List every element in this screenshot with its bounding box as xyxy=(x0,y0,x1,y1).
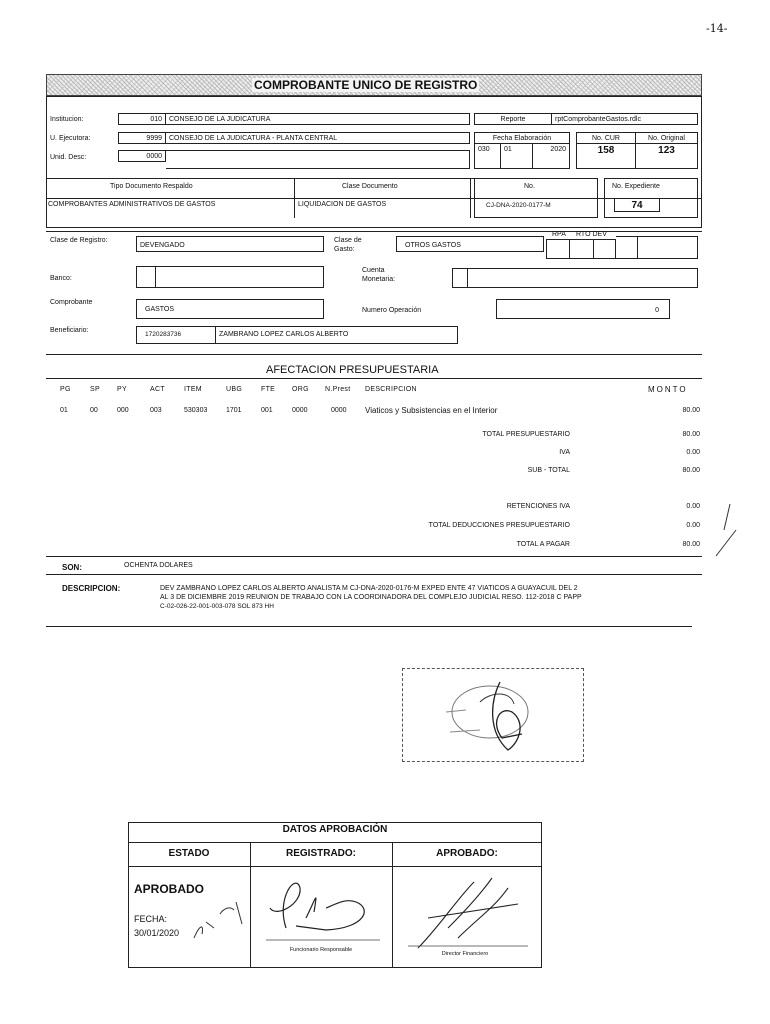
subtotal-value: 80.00 xyxy=(682,467,700,474)
expediente-value: 74 xyxy=(614,198,660,212)
clase-registro-label: Clase de Registro: xyxy=(50,237,108,244)
row-item: 530303 xyxy=(184,407,208,414)
divider xyxy=(392,842,393,968)
banco-label: Banco: xyxy=(50,275,72,282)
son-label: SON: xyxy=(62,563,82,572)
col-ubg: UBG xyxy=(226,386,243,393)
ejecutora-code: 9999 xyxy=(118,132,166,144)
no-doc-value: CJ-DNA-2020-0177-M xyxy=(486,202,551,209)
section-divider xyxy=(46,354,702,355)
no-doc-label: No. xyxy=(524,183,535,190)
desc-code: 0000 xyxy=(118,150,166,162)
col-estado: ESTADO xyxy=(168,848,210,859)
total-deducciones-label: TOTAL DEDUCCIONES PRESUPUESTARIO xyxy=(428,522,570,529)
clase-doc-label: Clase Documento xyxy=(342,183,398,190)
col-pg: PG xyxy=(60,386,71,393)
rto-label: RTO DEV xyxy=(576,231,607,238)
desc-label: Unid. Desc: xyxy=(50,154,87,161)
institucion-label: Institucion: xyxy=(50,116,84,123)
cur-value: 158 xyxy=(576,144,636,169)
rto-box-2 xyxy=(594,239,616,259)
ejecutora-label: U. Ejecutora: xyxy=(50,135,91,142)
registrado-signature-icon xyxy=(256,868,386,948)
retenciones-iva-value: 0.00 xyxy=(686,503,700,510)
stamp-signature-icon xyxy=(430,672,560,760)
operacion-label: Numero Operación xyxy=(362,307,422,314)
section-divider xyxy=(46,626,692,627)
row-sp: 00 xyxy=(90,407,98,414)
col-sp: SP xyxy=(90,386,100,393)
rpa-label: RPA xyxy=(552,231,566,238)
signature-caption-aprobado: Director Financiero xyxy=(441,951,489,957)
divider xyxy=(46,178,476,179)
check-mark-icon xyxy=(700,500,740,560)
cur-label: No. CUR xyxy=(576,132,636,144)
rto-box-1 xyxy=(570,239,594,259)
desc-name xyxy=(166,150,470,169)
fecha-elab-year: 2020 xyxy=(533,144,570,169)
signature-caption-registrado: Funcionario Responsable xyxy=(289,947,353,953)
clase-registro-value: DEVENGADO xyxy=(136,236,324,252)
descripcion-line-2: AL 3 DE DICIEMBRE 2019 REUNION DE TRABAJO CON LA COORDINADORA DEL COMPLEJO JUDICIAL RESO. 112-2018 C PAPP xyxy=(160,594,582,601)
page-title: COMPROBANTE UNICO DE REGISTRO xyxy=(254,78,478,92)
section-divider xyxy=(46,574,702,575)
col-py: PY xyxy=(117,386,127,393)
comprobante-label: Comprobante xyxy=(50,299,93,306)
cuenta-value xyxy=(468,268,698,288)
col-org: ORG xyxy=(292,386,309,393)
total-presupuestario-label: TOTAL PRESUPUESTARIO xyxy=(482,431,570,438)
cuenta-code xyxy=(452,268,468,288)
fecha-elab-day: 030 xyxy=(474,144,501,169)
estado-value: APROBADO xyxy=(134,882,205,896)
beneficiario-name: ZAMBRANO LOPEZ CARLOS ALBERTO xyxy=(216,326,458,344)
tipo-doc-value: COMPROBANTES ADMINISTRATIVOS DE GASTOS xyxy=(48,201,216,208)
beneficiario-id: 1720283736 xyxy=(136,326,216,344)
approval-title: DATOS APROBACIÓN xyxy=(282,824,388,835)
row-fte: 001 xyxy=(261,407,273,414)
col-act: ACT xyxy=(150,386,165,393)
col-aprobado: APROBADO: xyxy=(436,848,498,859)
iva-label: IVA xyxy=(559,449,570,456)
row-py: 000 xyxy=(117,407,129,414)
row-monto: 80.00 xyxy=(682,407,700,414)
col-monto: MONTO xyxy=(648,385,688,394)
tipo-doc-label: Tipo Documento Respaldo xyxy=(110,183,193,190)
fecha-elab-label: Fecha Elaboración xyxy=(474,132,570,144)
row-nprest: 0000 xyxy=(331,407,347,414)
row-act: 003 xyxy=(150,407,162,414)
subtotal-label: SUB - TOTAL xyxy=(527,467,570,474)
page-number-mark: -14- xyxy=(706,22,728,35)
col-fte: FTE xyxy=(261,386,276,393)
total-a-pagar-value: 80.00 xyxy=(682,541,700,548)
fecha-elab-month: 01 xyxy=(501,144,533,169)
col-registrado: REGISTRADO: xyxy=(286,848,356,859)
row-ubg: 1701 xyxy=(226,407,242,414)
col-nprest: N.Prest xyxy=(325,386,351,393)
operacion-value: 0 xyxy=(496,299,670,319)
retenciones-iva-label: RETENCIONES IVA xyxy=(506,503,570,510)
reporte-label: Reporte xyxy=(474,113,552,125)
rpa-box xyxy=(546,239,570,259)
descripcion-line-3: C-02-026-22-001-003-078 SOL 873 HH xyxy=(160,603,274,610)
rto-box-3 xyxy=(616,236,638,259)
afectacion-divider xyxy=(46,378,702,379)
descripcion-label: DESCRIPCION: xyxy=(62,584,121,593)
banco-code xyxy=(136,266,156,288)
expediente-label: No. Expediente xyxy=(612,183,660,190)
afectacion-title: AFECTACION PRESUPUESTARIA xyxy=(266,364,439,376)
cuenta-label: Cuenta Monetaria: xyxy=(362,267,396,283)
banco-name xyxy=(156,266,324,288)
clase-doc-value: LIQUIDACION DE GASTOS xyxy=(298,201,387,208)
institucion-name: CONSEJO DE LA JUDICATURA xyxy=(166,113,470,125)
initials-signature-icon xyxy=(190,894,250,946)
clase-gasto-label: Clase de Gasto: xyxy=(334,237,362,253)
rto-box-4 xyxy=(638,236,698,259)
beneficiario-label: Beneficiario: xyxy=(50,327,89,334)
divider xyxy=(250,842,251,968)
institucion-code: 010 xyxy=(118,113,166,125)
row-pg: 01 xyxy=(60,407,68,414)
total-deducciones-value: 0.00 xyxy=(686,522,700,529)
reporte-value: rptComprobanteGastos.rdlc xyxy=(552,113,698,125)
fecha-value: 30/01/2020 xyxy=(134,928,180,938)
total-presupuestario-value: 80.00 xyxy=(682,431,700,438)
original-value: 123 xyxy=(636,144,698,169)
total-a-pagar-label: TOTAL A PAGAR xyxy=(516,541,570,548)
aprobado-signature-icon xyxy=(398,868,538,954)
clase-gasto-value: OTROS GASTOS xyxy=(396,236,544,252)
row-descripcion: Viaticos y Subsistencias en el Interior xyxy=(365,406,498,415)
descripcion-line-1: DEV ZAMBRANO LOPEZ CARLOS ALBERTO ANALISTA M CJ-DNA-2020-0176-M EXPED ENTE 47 VIATICOS A GUAYACUIL DEL 2 xyxy=(160,585,578,592)
section-divider xyxy=(46,556,702,557)
col-item: ITEM xyxy=(184,386,202,393)
col-descripcion: DESCRIPCION xyxy=(365,386,417,393)
son-value: OCHENTA DOLARES xyxy=(124,562,193,569)
iva-value: 0.00 xyxy=(686,449,700,456)
divider xyxy=(128,866,542,867)
row-org: 0000 xyxy=(292,407,308,414)
no-doc-box xyxy=(474,178,598,218)
divider xyxy=(128,842,542,843)
original-label: No. Original xyxy=(636,132,698,144)
ejecutora-name: CONSEJO DE LA JUDICATURA - PLANTA CENTRAL xyxy=(166,132,470,144)
comprobante-value: GASTOS xyxy=(136,299,324,319)
fecha-label: FECHA: xyxy=(134,914,168,924)
